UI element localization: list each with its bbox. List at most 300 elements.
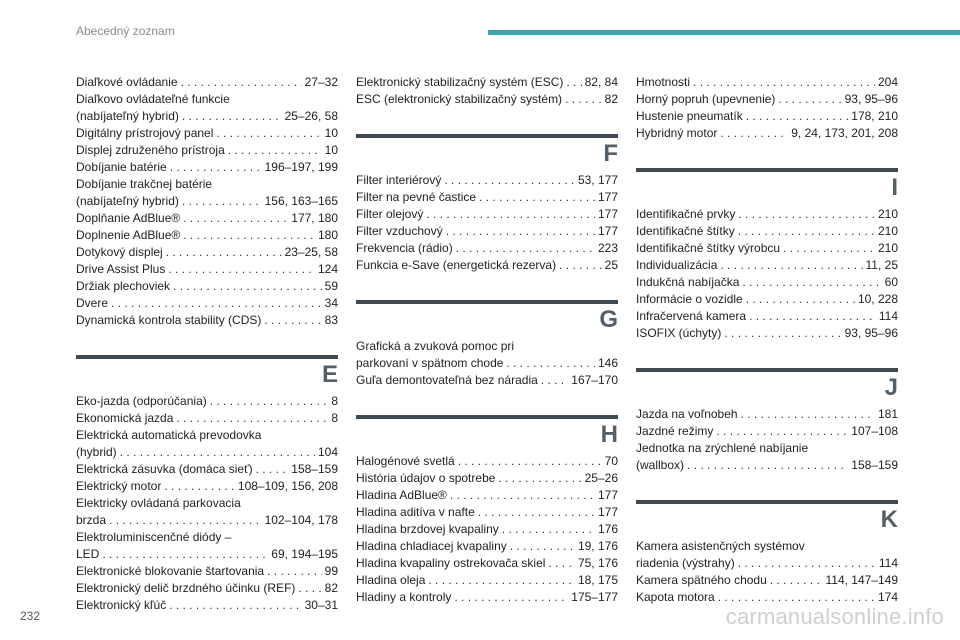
entry-row — [356, 504, 618, 521]
entry-pages: 107–108 — [851, 424, 898, 438]
entry-pages: 8 — [331, 394, 338, 408]
index-section — [356, 300, 618, 389]
entry-term: Elektronický kľúč — [76, 598, 167, 612]
entry-pages: 210 — [877, 207, 898, 221]
index-entry — [76, 295, 338, 312]
section-divider — [356, 300, 618, 304]
index-entry — [356, 521, 618, 538]
index-section — [356, 74, 618, 108]
index-entry — [76, 261, 338, 278]
entry-text-line: Dobíjanie trakčnej batérie — [76, 177, 213, 191]
index-entry — [636, 240, 898, 257]
entry-term: Doplnenie AdBlue® — [76, 228, 181, 242]
entry-term: parkovaní v spätnom chode — [356, 356, 504, 370]
section-letter: F — [603, 140, 618, 167]
dot-leader — [169, 597, 301, 614]
entry-term: Diaľkové ovládanie — [76, 75, 178, 89]
dot-leader — [510, 538, 575, 555]
index-section — [636, 500, 898, 606]
dot-leader — [720, 125, 788, 142]
section-letter: J — [884, 374, 898, 401]
entry-pages: 104 — [317, 445, 338, 459]
dot-leader — [724, 325, 841, 342]
entry-row — [636, 423, 898, 440]
index-entry — [356, 91, 618, 108]
entry-text-line: Elektroluminiscenčné diódy – — [76, 530, 232, 544]
entry-row — [356, 555, 618, 572]
entry-text-line: Jednotka na zrýchlené nabíjanie — [636, 441, 809, 455]
index-entry — [356, 74, 618, 91]
entry-term: Hybridný motor — [636, 126, 718, 140]
entry-row — [76, 410, 338, 427]
dot-leader — [716, 423, 848, 440]
entry-row — [76, 563, 338, 580]
entry-row — [636, 91, 898, 108]
dot-leader — [444, 172, 575, 189]
entry-row — [76, 193, 338, 210]
entry-term: Guľa demontovateľná bez náradia — [356, 373, 538, 387]
entry-row — [356, 538, 618, 555]
dot-leader — [176, 410, 328, 427]
entry-pages: 178, 210 — [851, 109, 898, 123]
entry-row — [356, 223, 618, 240]
index-section — [76, 74, 338, 329]
dot-leader — [267, 563, 322, 580]
index-section — [76, 355, 338, 614]
entry-row — [76, 210, 338, 227]
index-entry — [356, 206, 618, 223]
entry-pages: 181 — [877, 407, 898, 421]
entry-row — [636, 206, 898, 223]
entry-term: Filter na pevné častice — [356, 190, 477, 204]
entry-row — [76, 597, 338, 614]
entry-term: Filter olejový — [356, 207, 424, 221]
entry-row — [76, 278, 338, 295]
section-divider — [636, 500, 898, 504]
index-entry — [356, 189, 618, 206]
entry-term: Filter interiérový — [356, 173, 442, 187]
index-entry — [76, 176, 338, 210]
entry-term: Horný popruh (upevnenie) — [636, 92, 776, 106]
index-entry — [76, 478, 338, 495]
index-entry — [356, 487, 618, 504]
entry-row — [356, 172, 618, 189]
entry-pages: 177 — [597, 505, 618, 519]
entry-pages: 175–177 — [571, 590, 618, 604]
dot-leader — [264, 312, 321, 329]
entry-term: ISOFIX (úchyty) — [636, 326, 722, 340]
section-divider — [356, 134, 618, 138]
index-entry — [636, 91, 898, 108]
dot-leader — [770, 572, 823, 589]
entry-term: Hladina brzdovej kvapaliny — [356, 522, 499, 536]
dot-leader — [120, 444, 315, 461]
index-entry — [636, 325, 898, 342]
index-entry — [636, 423, 898, 440]
entry-term: Hustenie pneumatík — [636, 109, 743, 123]
entry-row — [356, 589, 618, 606]
dot-leader — [741, 406, 875, 423]
entry-text-line: Elektrická automatická prevodovka — [76, 428, 262, 442]
entry-term: Držiak plechoviek — [76, 279, 171, 293]
entry-text-line: Elektricky ovládaná parkovacia — [76, 496, 241, 510]
index-entry — [356, 223, 618, 240]
entry-term: Jazda na voľnobeh — [636, 407, 738, 421]
entry-row — [76, 227, 338, 244]
entry-row — [76, 580, 338, 597]
page-header-title: Abecedný zoznam — [76, 24, 175, 38]
dot-leader — [742, 274, 881, 291]
entry-row — [356, 453, 618, 470]
entry-term: (nabíjateľný hybrid) — [76, 194, 179, 208]
entry-term: Frekvencia (rádio) — [356, 241, 453, 255]
dot-leader — [111, 295, 322, 312]
entry-pages: 82 — [324, 581, 338, 595]
dot-leader — [566, 74, 581, 91]
entry-pages: 204 — [877, 75, 898, 89]
dot-leader — [687, 457, 848, 474]
index-entry — [356, 538, 618, 555]
entry-term: Hladina chladiacej kvapaliny — [356, 539, 507, 553]
entry-row — [636, 257, 898, 274]
entry-pages: 34 — [324, 296, 338, 310]
entry-row — [636, 457, 898, 474]
entry-row — [636, 74, 898, 91]
entry-term: Elektrický motor — [76, 479, 162, 493]
index-entry — [636, 572, 898, 589]
entry-pages: 174 — [877, 590, 898, 604]
entry-term: LED — [76, 547, 100, 561]
page-number: 232 — [20, 609, 41, 623]
entry-pages: 177, 180 — [291, 211, 338, 225]
section-letter: H — [600, 421, 618, 448]
entry-pages: 60 — [884, 275, 898, 289]
entry-pages: 27–32 — [304, 75, 338, 89]
index-entry — [76, 529, 338, 563]
entry-row — [356, 487, 618, 504]
index-entry — [356, 338, 618, 372]
entry-row — [356, 189, 618, 206]
entry-term: riadenia (výstrahy) — [636, 556, 735, 570]
dot-leader — [428, 572, 575, 589]
entry-term: Individualizácia — [636, 258, 718, 272]
entry-pages: 210 — [877, 241, 898, 255]
index-entry — [76, 580, 338, 597]
dot-leader — [479, 189, 595, 206]
section-divider — [636, 368, 898, 372]
index-entry — [636, 440, 898, 474]
entry-term: Dobíjanie batérie — [76, 160, 167, 174]
entry-pages: 177 — [597, 224, 618, 238]
entry-pages: 114, 147–149 — [825, 573, 898, 587]
dot-leader — [738, 555, 876, 572]
index-entry — [76, 74, 338, 91]
index-entry — [636, 125, 898, 142]
entry-row — [636, 308, 898, 325]
index-entry — [76, 278, 338, 295]
index-entry — [636, 274, 898, 291]
entry-row — [76, 478, 338, 495]
index-section — [636, 368, 898, 474]
entry-pages: 158–159 — [851, 458, 898, 472]
entry-term: Filter vzduchový — [356, 224, 443, 238]
entry-pages: 70 — [604, 454, 618, 468]
section-letter: G — [599, 306, 618, 333]
entry-term: brzda — [76, 513, 107, 527]
entry-pages: 124 — [317, 262, 338, 276]
index-entry — [76, 393, 338, 410]
entry-term: Elektronický stabilizačný systém (ESC) — [356, 75, 564, 89]
index-entry — [356, 240, 618, 257]
entry-row — [76, 244, 338, 261]
index-column-3 — [636, 74, 898, 606]
entry-text-line: Grafická a zvuková pomoc pri — [356, 339, 515, 353]
entry-pages: 114 — [878, 556, 898, 570]
entry-pages: 59 — [324, 279, 338, 293]
entry-term: Identifikačné prvky — [636, 207, 736, 221]
dot-leader — [746, 108, 849, 125]
entry-row — [636, 125, 898, 142]
entry-row — [636, 572, 898, 589]
entry-term: Dvere — [76, 296, 109, 310]
index-entry — [636, 538, 898, 572]
entry-row — [636, 406, 898, 423]
dot-leader — [456, 240, 595, 257]
dot-leader — [450, 487, 595, 504]
entry-term: Informácie o vozidle — [636, 292, 743, 306]
entry-row — [76, 295, 338, 312]
entry-row — [356, 572, 618, 589]
entry-pages: 82 — [604, 92, 618, 106]
entry-row — [636, 274, 898, 291]
entry-row — [636, 108, 898, 125]
entry-term: Hladina AdBlue® — [356, 488, 447, 502]
entry-row — [636, 555, 898, 572]
entry-pages: 102–104, 178 — [264, 513, 338, 527]
entry-pages: 9, 24, 173, 201, 208 — [791, 126, 898, 140]
dot-leader — [182, 108, 282, 125]
entry-row — [356, 355, 618, 372]
entry-pages: 156, 163–165 — [264, 194, 338, 208]
entry-row — [356, 91, 618, 108]
entry-term: Elektrická zásuvka (domáca sieť) — [76, 462, 253, 476]
entry-pages: 177 — [597, 190, 618, 204]
index-entry — [76, 125, 338, 142]
entry-term: Funkcia e-Save (energetická rezerva) — [356, 258, 557, 272]
dot-leader — [182, 193, 262, 210]
index-section — [636, 74, 898, 142]
entry-row — [356, 470, 618, 487]
section-letter: K — [880, 506, 898, 533]
entry-row — [76, 74, 338, 91]
index-entry — [356, 504, 618, 521]
dot-leader — [778, 91, 841, 108]
entry-pages: 75, 176 — [577, 556, 618, 570]
index-entry — [76, 91, 338, 125]
entry-term: Dynamická kontrola stability (CDS) — [76, 313, 262, 327]
entry-pages: 25 — [604, 258, 618, 272]
entry-pages: 10 — [324, 143, 338, 157]
dot-leader — [738, 223, 875, 240]
dot-leader — [210, 393, 329, 410]
dot-leader — [426, 206, 595, 223]
entry-row — [76, 108, 338, 125]
section-divider — [636, 168, 898, 172]
entry-term: Identifikačné štítky — [636, 224, 735, 238]
index-entry — [636, 257, 898, 274]
entry-text-line: Kamera asistenčných systémov — [636, 539, 805, 553]
entry-term: ESC (elektronický stabilizačný systém) — [356, 92, 563, 106]
entry-term: Doplňanie AdBlue® — [76, 211, 181, 225]
index-entry — [356, 572, 618, 589]
index-entry — [76, 142, 338, 159]
entry-pages: 180 — [317, 228, 338, 242]
index-entry — [636, 406, 898, 423]
entry-pages: 23–25, 58 — [284, 245, 338, 259]
entry-pages: 25–26, 58 — [284, 109, 338, 123]
index-entry — [76, 427, 338, 461]
index-entry — [76, 461, 338, 478]
dot-leader — [749, 308, 876, 325]
entry-term: Dotykový displej — [76, 245, 163, 259]
entry-pages: 108–109, 156, 208 — [237, 479, 338, 493]
dot-leader — [783, 240, 875, 257]
entry-term: História údajov o spotrebe — [356, 471, 496, 485]
index-section — [636, 168, 898, 342]
entry-pages: 69, 194–195 — [271, 547, 338, 561]
entry-pages: 10 — [324, 126, 338, 140]
entry-pages: 53, 177 — [577, 173, 618, 187]
entry-row — [636, 240, 898, 257]
entry-term: Hladina aditíva v nafte — [356, 505, 475, 519]
index-entry — [356, 257, 618, 274]
dot-leader — [102, 546, 268, 563]
dot-leader — [298, 580, 321, 597]
entry-term: Ekonomická jazda — [76, 411, 174, 425]
header-accent-bar — [488, 30, 960, 35]
dot-leader — [183, 210, 288, 227]
dot-leader — [478, 504, 595, 521]
entry-pages: 30–31 — [304, 598, 338, 612]
index-entry — [356, 470, 618, 487]
index-entry — [636, 291, 898, 308]
entry-pages: 8 — [331, 411, 338, 425]
dot-leader — [170, 159, 262, 176]
entry-term: Kamera spätného chodu — [636, 573, 767, 587]
entry-term: Elektronický delič brzdného účinku (REF) — [76, 581, 296, 595]
entry-term: (nabíjateľný hybrid) — [76, 109, 179, 123]
entry-pages: 158–159 — [291, 462, 338, 476]
dot-leader — [228, 142, 322, 159]
entry-term: Digitálny prístrojový panel — [76, 126, 214, 140]
entry-term: Halogénové svetlá — [356, 454, 455, 468]
section-letter: I — [891, 174, 898, 201]
entry-row — [636, 291, 898, 308]
dot-leader — [256, 461, 289, 478]
entry-pages: 18, 175 — [577, 573, 618, 587]
entry-pages: 210 — [877, 224, 898, 238]
entry-row — [76, 393, 338, 410]
entry-term: Hmotnosti — [636, 75, 691, 89]
index-entry — [636, 206, 898, 223]
dot-leader — [746, 291, 855, 308]
index-entry — [76, 210, 338, 227]
dot-leader — [738, 206, 875, 223]
entry-text-line: Diaľkovo ovládateľné funkcie — [76, 92, 230, 106]
index-entry — [76, 159, 338, 176]
index-entry — [76, 312, 338, 329]
entry-pages: 10, 228 — [857, 292, 898, 306]
dot-leader — [720, 257, 862, 274]
section-letter: E — [321, 361, 338, 388]
dot-leader — [216, 125, 321, 142]
entry-pages: 99 — [324, 564, 338, 578]
index-section — [356, 415, 618, 606]
entry-row — [76, 444, 338, 461]
dot-leader — [548, 555, 575, 572]
entry-row — [76, 546, 338, 563]
entry-pages: 25–26 — [584, 471, 618, 485]
index-entry — [636, 108, 898, 125]
entry-pages: 146 — [597, 356, 618, 370]
dot-leader — [502, 521, 595, 538]
index-entry — [356, 589, 618, 606]
dot-leader — [565, 91, 602, 108]
entry-term: Infračervená kamera — [636, 309, 747, 323]
watermark: carmanualsonline.info — [725, 604, 944, 629]
dot-leader — [181, 74, 302, 91]
entry-row — [356, 372, 618, 389]
entry-row — [636, 223, 898, 240]
entry-term: Identifikačné štítky výrobcu — [636, 241, 781, 255]
entry-row — [76, 512, 338, 529]
entry-row — [356, 257, 618, 274]
entry-term: Eko-jazda (odporúčania) — [76, 394, 207, 408]
entry-row — [76, 125, 338, 142]
entry-pages: 82, 84 — [584, 75, 618, 89]
index-column-1 — [76, 74, 338, 614]
index-entry — [76, 410, 338, 427]
index-entry — [356, 555, 618, 572]
section-divider — [356, 415, 618, 419]
section-divider — [76, 355, 338, 359]
index-entry — [76, 495, 338, 529]
index-section — [356, 134, 618, 274]
entry-pages: 83 — [324, 313, 338, 327]
entry-row — [356, 74, 618, 91]
entry-term: Hladina kvapaliny ostrekovača skiel — [356, 556, 546, 570]
entry-row — [76, 461, 338, 478]
index-entry — [76, 597, 338, 614]
entry-row — [76, 142, 338, 159]
index-entry — [76, 227, 338, 244]
dot-leader — [458, 453, 602, 470]
dot-leader — [164, 478, 235, 495]
entry-pages: 93, 95–96 — [844, 326, 898, 340]
entry-pages: 177 — [597, 488, 618, 502]
entry-pages: 93, 95–96 — [844, 92, 898, 106]
index-entry — [76, 563, 338, 580]
dot-leader — [559, 257, 602, 274]
dot-leader — [183, 227, 315, 244]
entry-row — [636, 325, 898, 342]
entry-term: Jazdné režimy — [636, 424, 714, 438]
entry-term: Kapota motora — [636, 590, 715, 604]
dot-leader — [173, 278, 322, 295]
entry-term: Hladiny a kontroly — [356, 590, 452, 604]
entry-term: Displej združeného prístroja — [76, 143, 225, 157]
index-entry — [356, 372, 618, 389]
